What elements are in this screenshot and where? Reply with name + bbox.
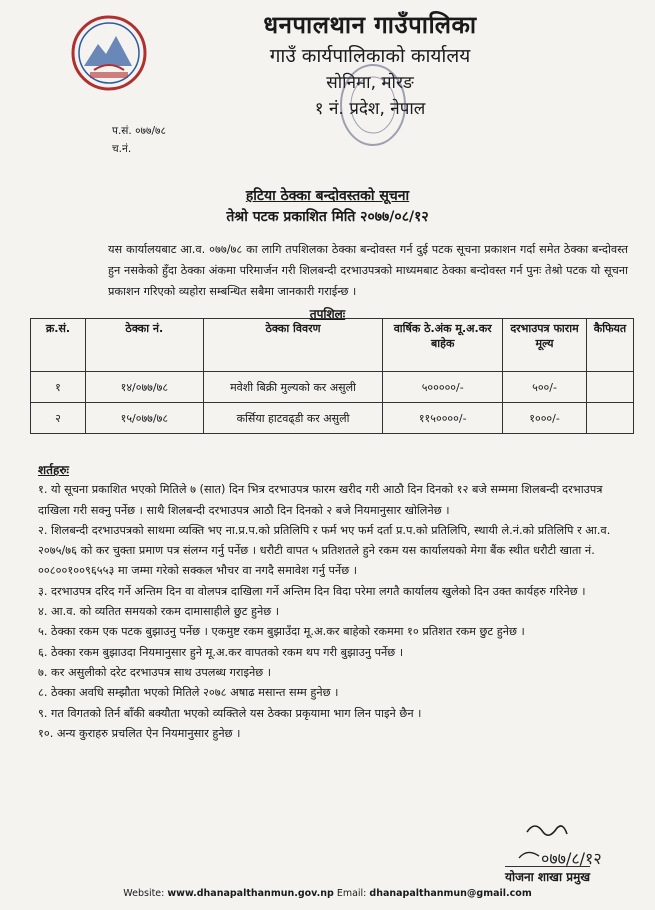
term-item: १०. अन्य कुराहरु प्रचलित ऐन नियमानुसार हुनेछ ।: [38, 726, 241, 740]
table-row: [31, 403, 634, 434]
notice-subtitle: तेश्रो पटक प्रकाशित मिति २०७७/०८/१२: [226, 209, 429, 225]
table-header-row: [31, 319, 634, 372]
email-link[interactable]: dhanapalthanmun@gmail.com: [369, 888, 532, 899]
office-province: १ नं. प्रदेश, नेपाल: [314, 99, 426, 119]
dispatch-number: च.नं.: [112, 143, 132, 155]
municipality-emblem-icon: [70, 14, 148, 92]
term-item: ९. गत विगतको तिर्न बाँकी बक्यौता भएको व्यक्तिले यस ठेक्का प्रकृयामा भाग लिन पाइने छैन ।: [38, 706, 422, 720]
website-label: Website:: [123, 888, 165, 899]
row-sn: २: [31, 403, 86, 434]
office-location: सोनिमा, मोरङ: [326, 73, 414, 93]
column-header-remarks: कैफियत: [586, 319, 633, 372]
row-contract-no: १४/०७७/७८: [85, 372, 203, 403]
row-annual-amount: ५०००००/-: [383, 372, 503, 403]
row-description: कर्सिया हाटवढ्डी कर असुली: [203, 403, 383, 434]
website-link[interactable]: www.dhanapalthanmun.gov.np: [167, 888, 334, 899]
municipality-name: धनपालथान गाउँपालिका: [263, 11, 477, 39]
row-form-price: १०००/-: [503, 403, 587, 434]
signature-icon: [505, 818, 635, 873]
row-remarks: [586, 372, 633, 403]
row-description: मवेशी बिक्री मुल्यको कर असुली: [203, 372, 383, 403]
term-item: १. यो सूचना प्रकाशित भएको मितिले ७ (सात) दिन भित्र दरभाउपत्र फारम खरीद गरी आठौ दिन दिनको १२ बजे सम्ममा शिलबन्दी दरभाउपत्र दाखिला गरी सक्नु पर्नेछ । साथै शिलबन्दी दरभाउपत्र आठौ दिन दिनको २ बजे नियमानुसार खोलिनेछ ।: [38, 483, 603, 517]
term-item: ८. ठेक्का अवधि सम्झौता भएको मितिले २०७८ अषाढ मसान्त सम्म हुनेछ ।: [38, 686, 339, 700]
office-name: गाउँ कार्यपालिकाको कार्यालय: [269, 45, 471, 67]
column-header-annual-amount: वार्षिक ठे.अंक मू.अ.कर बाहेक: [383, 319, 503, 372]
schedule-table: [30, 318, 634, 434]
column-header-form-price: दरभाउपत्र फाराम मूल्य: [503, 319, 587, 372]
signatory-title: योजना शाखा प्रमुख: [505, 866, 590, 885]
column-header-sn: क्र.सं.: [31, 319, 86, 372]
term-item: ३. दरभाउपत्र दरिद गर्ने अन्तिम दिन वा वोलपत्र दाखिला गर्ने अन्तिम दिन विदा परेमा लगतै कार्यालय खुलेको दिन उक्त कार्यहरु गरिनेछ ।: [38, 584, 586, 598]
notice-intro: यस कार्यालयबाट आ.व. ०७७/७८ का लागि तपशिलका ठेक्का बन्दोवस्त गर्न दुई पटक सूचना प्रकाशन गर्दा समेत ठेक्का बन्दोवस्त हुन नसकेको हुँदा ठेक्का अंकमा परिमार्जन गरी शिलबन्दी दरभाउपत्रको माध्यमबाट ठेक्का बन्दोवस्त गर्न पुनः तेश्रो पटक यो सूचना प्रकाशन गरिएको व्यहोरा सम्बन्धित सबैमा जानकारी गराईन्छ ।: [108, 243, 628, 298]
row-annual-amount: ११५००००/-: [383, 403, 503, 434]
column-header-contract-no: ठेक्का नं.: [85, 319, 203, 372]
row-remarks: [586, 403, 633, 434]
schedule-caption: तपशिलः: [309, 307, 346, 321]
office-stamp-icon: [338, 60, 408, 150]
row-contract-no: १५/०७७/७८: [85, 403, 203, 434]
term-item: ७. कर असुलीको दरेट दरभाउपत्र साथ उपलब्ध गराइनेछ ।: [38, 665, 272, 679]
table-row: [31, 372, 634, 403]
row-form-price: ५००/-: [503, 372, 587, 403]
row-sn: १: [31, 372, 86, 403]
email-label: Email:: [336, 888, 367, 899]
term-item: २. शिलबन्दी दरभाउपत्रको साथमा व्यक्ति भए ना.प्र.प.को प्रतिलिपि र फर्म भए फर्म दर्ता प्र.प.को प्रतिलिपि, स्थायी ले.नं.को प्रतिलिपि र आ.व. २०७५/७६ को कर चुक्ता प्रमाण पत्र संलग्न गर्नु पर्नेछ । धरौटी वापत ५ प्रतिशतले हुने रकम यस कार्यालयको मेगा बैंक स्थीत धरौटी खाता नं. ००८००१००९६५५३ मा जम्मा गरेको सक्कल भौचर वा नगदै समावेश गर्नु पर्नेछ ।: [38, 523, 611, 578]
column-header-description: ठेक्का विवरण: [203, 319, 383, 372]
notice-title: हटिया ठेक्का बन्दोवस्तको सूचना: [245, 188, 410, 204]
terms-title: शर्तहरुः: [38, 463, 69, 477]
term-item: ५. ठेक्का रकम एक पटक बुझाउनु पर्नेछ । एकमुष्ट रकम बुझाउँदा मू.अ.कर बाहेको रकममा १० प्रतिशत रकम छुट हुनेछ ।: [38, 625, 525, 639]
reference-number: प.सं. ०७७/७८: [112, 125, 166, 137]
signature-date: ०७७/८/१२: [541, 849, 602, 868]
page-footer: [0, 888, 655, 899]
term-item: ४. आ.व. को व्यतित समयको रकम दामासाहीले छुट हुनेछ ।: [38, 605, 280, 619]
terms-section: [38, 460, 636, 744]
term-item: ६. ठेक्का रकम बुझाउदा नियमानुसार हुने मू.अ.कर वापतको रकम थप गरी बुझाउनु पर्नेछ ।: [38, 645, 404, 659]
